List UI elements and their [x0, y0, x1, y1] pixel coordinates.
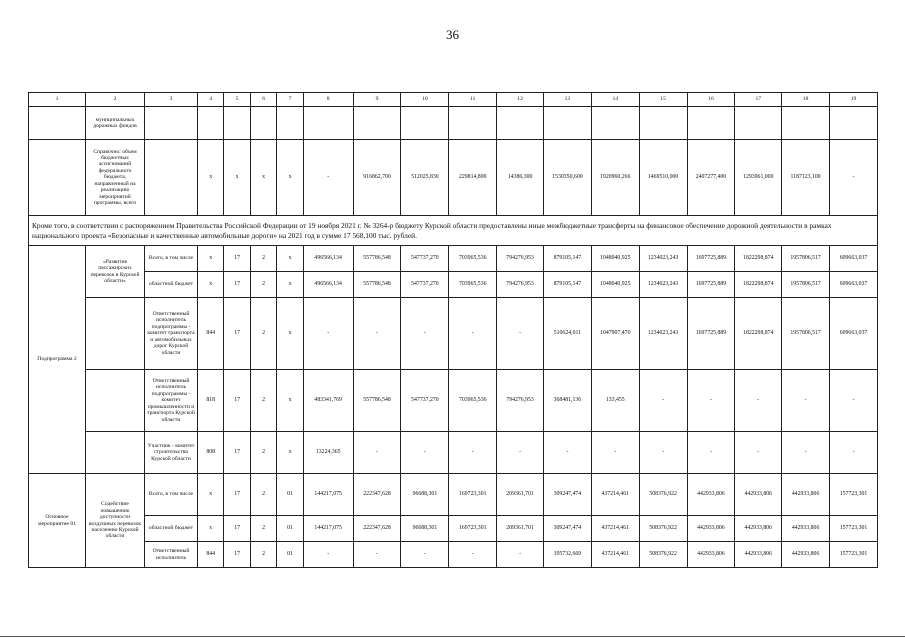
value-cell: 703965,536: [449, 246, 497, 272]
column-number: 14: [591, 93, 639, 107]
value-cell: 703965,536: [449, 370, 497, 432]
table-row: [29, 474, 878, 516]
table-cell: [353, 107, 401, 140]
value-cell: 2: [250, 298, 276, 370]
table-cell: [735, 107, 782, 140]
value-cell: 17: [224, 474, 250, 516]
value-cell: 1234023,243: [639, 272, 687, 298]
table-cell: [86, 370, 145, 432]
table-row: [29, 107, 878, 140]
value-cell: -: [497, 432, 544, 474]
value-cell: 2: [250, 272, 276, 298]
value-cell: 229814,800: [449, 140, 497, 216]
column-number: 19: [830, 93, 878, 107]
value-cell: -: [303, 542, 353, 568]
budget-table: [28, 92, 878, 568]
column-number: 8: [303, 93, 353, 107]
value-cell: -: [303, 140, 353, 216]
column-number: 17: [735, 93, 782, 107]
value-cell: 01: [277, 516, 303, 542]
executor-cell: Ответственный исполнитель подпрограммы - комитет транспорта и автомобильных дорог Курской области: [145, 298, 198, 370]
table-cell: [782, 107, 830, 140]
value-cell: 309247,474: [543, 516, 591, 542]
value-cell: 1957806,517: [782, 246, 830, 272]
value-cell: 442933,806: [782, 516, 830, 542]
table-row: [29, 272, 878, 298]
column-number: 1: [29, 93, 86, 107]
table-row: [29, 516, 878, 542]
table-row: [29, 432, 878, 474]
table-cell: [145, 107, 198, 140]
value-cell: x: [197, 516, 223, 542]
value-cell: -: [639, 432, 687, 474]
measure-label: Основное мероприятие 01: [29, 474, 86, 568]
table-cell: [591, 107, 639, 140]
value-cell: 1047907,470: [591, 298, 639, 370]
value-cell: 442933,806: [735, 516, 782, 542]
value-cell: 844: [197, 298, 223, 370]
page-number: 36: [446, 27, 459, 42]
value-cell: 2: [250, 474, 276, 516]
value-cell: 1822298,874: [735, 298, 782, 370]
value-cell: 442933,806: [687, 516, 735, 542]
note-row: [29, 216, 878, 246]
measure-title: Содействие повышению доступности воздушных перевозок населению Курской области: [86, 474, 145, 568]
value-cell: x: [197, 474, 223, 516]
value-cell: 879105,147: [543, 272, 591, 298]
value-cell: 144217,075: [303, 474, 353, 516]
value-cell: 1822298,874: [735, 272, 782, 298]
column-number: 6: [250, 93, 276, 107]
value-cell: 209361,701: [497, 474, 544, 516]
value-cell: 437214,461: [591, 474, 639, 516]
table-row: [29, 542, 878, 568]
value-cell: -: [830, 140, 878, 216]
header-row: [29, 93, 878, 107]
value-cell: 1697725,889: [687, 298, 735, 370]
value-cell: x: [277, 272, 303, 298]
table-cell: [497, 107, 544, 140]
table-row: [29, 298, 878, 370]
value-cell: 222347,628: [353, 516, 401, 542]
executor-cell: Всего, в том числе: [145, 246, 198, 272]
value-cell: -: [735, 432, 782, 474]
table-cell: [449, 107, 497, 140]
value-cell: 157723,301: [830, 474, 878, 516]
value-cell: 609663,037: [830, 246, 878, 272]
value-cell: x: [277, 370, 303, 432]
column-number: 16: [687, 93, 735, 107]
value-cell: 794276,953: [497, 272, 544, 298]
value-cell: 169723,301: [449, 474, 497, 516]
value-cell: x: [277, 140, 303, 216]
table-cell: [639, 107, 687, 140]
value-cell: x: [197, 246, 223, 272]
value-cell: 557786,548: [353, 370, 401, 432]
table-cell: [401, 107, 449, 140]
value-cell: 844: [197, 542, 223, 568]
value-cell: 14386,300: [497, 140, 544, 216]
value-cell: 442933,806: [782, 474, 830, 516]
value-cell: 703965,536: [449, 272, 497, 298]
value-cell: 17: [224, 542, 250, 568]
value-cell: 808: [197, 432, 223, 474]
value-cell: 1530350,600: [543, 140, 591, 216]
value-cell: 144217,075: [303, 516, 353, 542]
column-number: 7: [277, 93, 303, 107]
value-cell: 2: [250, 246, 276, 272]
value-cell: 209361,701: [497, 516, 544, 542]
value-cell: 1048040,925: [591, 246, 639, 272]
value-cell: -: [449, 542, 497, 568]
value-cell: 01: [277, 542, 303, 568]
value-cell: 557786,548: [353, 272, 401, 298]
executor-cell: областной бюджет: [145, 516, 198, 542]
value-cell: 547737,270: [401, 272, 449, 298]
table-cell: [543, 107, 591, 140]
value-cell: 442933,806: [687, 474, 735, 516]
value-cell: -: [830, 370, 878, 432]
table-row: [29, 370, 878, 432]
column-number: 4: [197, 93, 223, 107]
value-cell: 157723,301: [830, 516, 878, 542]
value-cell: -: [639, 370, 687, 432]
value-cell: 1469510,000: [639, 140, 687, 216]
value-cell: -: [782, 432, 830, 474]
value-cell: 1697725,889: [687, 272, 735, 298]
value-cell: 2407277,400: [687, 140, 735, 216]
value-cell: 2: [250, 516, 276, 542]
table-cell: [29, 107, 86, 140]
value-cell: -: [353, 432, 401, 474]
table-cell: [197, 107, 223, 140]
value-cell: -: [782, 370, 830, 432]
value-cell: -: [687, 370, 735, 432]
column-number: 3: [145, 93, 198, 107]
value-cell: 512025,830: [401, 140, 449, 216]
table-row: [29, 140, 878, 216]
table-cell: [86, 432, 145, 474]
value-cell: 547737,270: [401, 246, 449, 272]
value-cell: 442933,806: [735, 474, 782, 516]
value-cell: -: [591, 432, 639, 474]
value-cell: 157723,301: [830, 542, 878, 568]
table-cell: [830, 107, 878, 140]
value-cell: 1293961,000: [735, 140, 782, 216]
value-cell: -: [497, 542, 544, 568]
value-cell: 133,455: [591, 370, 639, 432]
column-number: 2: [86, 93, 145, 107]
row-name: Справочно: объем бюджетных ассигнований федерального бюджета, направленный на реализацию мероприятий программы, всего: [86, 140, 145, 216]
value-cell: 96688,301: [401, 516, 449, 542]
value-cell: 17: [224, 246, 250, 272]
table-row: [29, 246, 878, 272]
executor-cell: Всего, в том числе: [145, 474, 198, 516]
value-cell: 195732,669: [543, 542, 591, 568]
value-cell: -: [449, 432, 497, 474]
value-cell: -: [303, 298, 353, 370]
value-cell: x: [224, 140, 250, 216]
value-cell: 17: [224, 432, 250, 474]
column-number: 5: [224, 93, 250, 107]
value-cell: 916862,700: [353, 140, 401, 216]
value-cell: 17: [224, 370, 250, 432]
value-cell: -: [449, 298, 497, 370]
value-cell: -: [401, 542, 449, 568]
table-cell: [86, 298, 145, 370]
value-cell: 1234023,243: [639, 246, 687, 272]
value-cell: x: [197, 140, 223, 216]
value-cell: 609663,037: [830, 298, 878, 370]
value-cell: 1234023,243: [639, 298, 687, 370]
value-cell: 508376,922: [639, 516, 687, 542]
table-cell: [29, 140, 86, 216]
value-cell: 496566,134: [303, 272, 353, 298]
column-number: 12: [497, 93, 544, 107]
subprogram-label: Подпрограмма 2: [29, 246, 86, 474]
value-cell: 437214,461: [591, 542, 639, 568]
value-cell: 442933,806: [782, 542, 830, 568]
value-cell: 508376,922: [639, 474, 687, 516]
value-cell: 1957806,517: [782, 272, 830, 298]
value-cell: 17: [224, 298, 250, 370]
value-cell: 1187123,100: [782, 140, 830, 216]
subprogram-title: «Развитие пассажирских перевозок в Курской области»: [86, 246, 145, 298]
value-cell: -: [353, 298, 401, 370]
value-cell: 2: [250, 370, 276, 432]
table-cell: [687, 107, 735, 140]
value-cell: 508376,922: [639, 542, 687, 568]
value-cell: 547737,270: [401, 370, 449, 432]
value-cell: 17: [224, 272, 250, 298]
value-cell: x: [250, 140, 276, 216]
value-cell: 437214,461: [591, 516, 639, 542]
table-cell: [303, 107, 353, 140]
value-cell: 510624,011: [543, 298, 591, 370]
value-cell: -: [497, 298, 544, 370]
value-cell: 1920960,266: [591, 140, 639, 216]
value-cell: 13224,365: [303, 432, 353, 474]
value-cell: -: [353, 542, 401, 568]
value-cell: -: [735, 370, 782, 432]
value-cell: x: [197, 272, 223, 298]
column-number: 11: [449, 93, 497, 107]
column-number: 18: [782, 93, 830, 107]
value-cell: 557786,548: [353, 246, 401, 272]
value-cell: 2: [250, 432, 276, 474]
value-cell: 2: [250, 542, 276, 568]
column-number: 9: [353, 93, 401, 107]
value-cell: 1697725,889: [687, 246, 735, 272]
value-cell: 368481,136: [543, 370, 591, 432]
value-cell: 1048040,925: [591, 272, 639, 298]
value-cell: -: [401, 432, 449, 474]
value-cell: 01: [277, 474, 303, 516]
value-cell: 442933,806: [687, 542, 735, 568]
value-cell: 442933,806: [735, 542, 782, 568]
value-cell: 1822298,874: [735, 246, 782, 272]
value-cell: 169723,301: [449, 516, 497, 542]
table-cell: [145, 140, 198, 216]
column-number: 15: [639, 93, 687, 107]
column-number: 10: [401, 93, 449, 107]
row-name: муниципальных дорожных фондов: [86, 107, 145, 140]
value-cell: 794276,953: [497, 246, 544, 272]
value-cell: 222347,628: [353, 474, 401, 516]
value-cell: -: [543, 432, 591, 474]
value-cell: -: [830, 432, 878, 474]
executor-cell: Ответственный исполнитель: [145, 542, 198, 568]
table-cell: [224, 107, 250, 140]
value-cell: 879105,147: [543, 246, 591, 272]
value-cell: 609663,037: [830, 272, 878, 298]
column-number: 13: [543, 93, 591, 107]
value-cell: 17: [224, 516, 250, 542]
table-cell: [250, 107, 276, 140]
value-cell: x: [277, 246, 303, 272]
value-cell: -: [401, 298, 449, 370]
table-cell: [277, 107, 303, 140]
value-cell: 96688,301: [401, 474, 449, 516]
value-cell: x: [277, 432, 303, 474]
note-text: Кроме того, в соответствии с распоряжением Правительства Российской Федерации от 19 ноября 2021 г. № 3264-р бюджету Курской области предоставлены иные межбюджетные трансферты на финансовое обеспечение дорожной деятельности в рамках национального проекта «Безопасные и качественные автомобильные дороги» на 2021 год в сумме 17 568,100 тыс. рублей.: [29, 216, 878, 246]
executor-cell: Участник - комитет строительства Курской области: [145, 432, 198, 474]
executor-cell: областной бюджет: [145, 272, 198, 298]
executor-cell: Ответственный исполнитель подпрограммы - комитет промышленности и транспорта Курской области: [145, 370, 198, 432]
page-bottom-edge: [0, 636, 905, 637]
value-cell: 309247,474: [543, 474, 591, 516]
value-cell: 1957806,517: [782, 298, 830, 370]
value-cell: 818: [197, 370, 223, 432]
value-cell: 794276,953: [497, 370, 544, 432]
value-cell: x: [277, 298, 303, 370]
value-cell: 483341,769: [303, 370, 353, 432]
value-cell: -: [687, 432, 735, 474]
value-cell: 496566,134: [303, 246, 353, 272]
